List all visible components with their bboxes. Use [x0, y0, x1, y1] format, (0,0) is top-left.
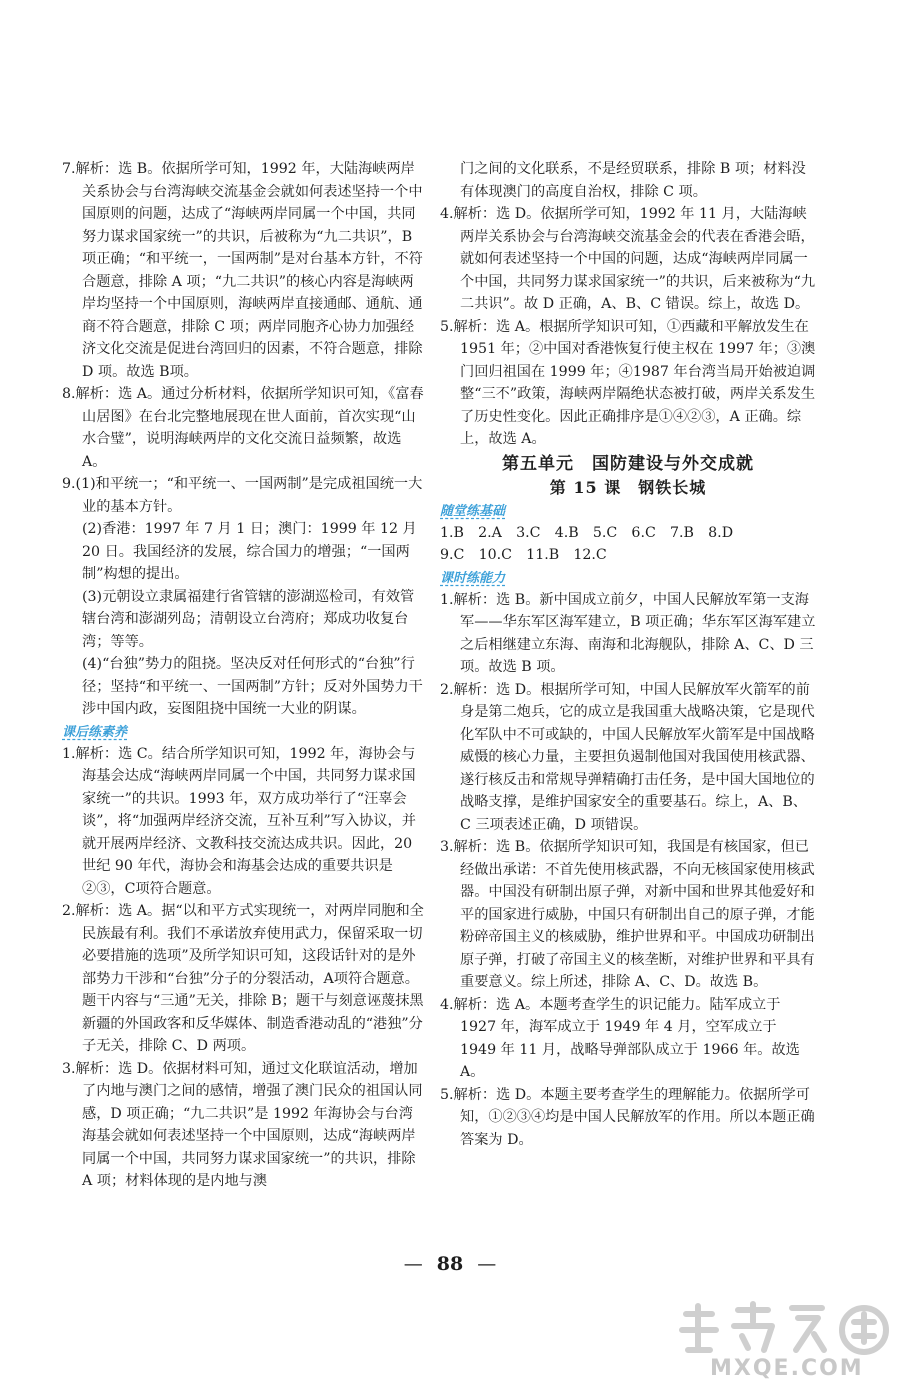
answer-7: 7.解析：选 B。依据所学可知，1992 年，大陆海峡两岸关系协会与台湾海峡交流基金会就如何表述坚持一个中国原则的问题，达成了“海峡两岸同属一个中国，共同努力谋求国家统一”的共识，后被称为“九二共识”，B项正确；“和平统一，一国两制”是对台基本方针，不符合题意，排除 A 项；“九二共识”的核心内容是海峡两岸均坚持一个中国原则，海峡两岸直接通邮、通航、通商不符合题意，排除 C 项；两岸同胞齐心协力加强经济文化交流是促进台湾回归的因素，不符合题意，排除 D 项。故选 B项。: [62, 161, 423, 380]
left-column: [62, 158, 424, 1193]
ability-answer-4: 4.解析：选 A。本题考查学生的识记能力。陆军成立于 1927 年，海军成立于 1949 年 4 月，空军成立于 1949 年 11 月，战略导弹部队成立于 1966 年。故选 A。: [440, 996, 800, 1080]
after-class-answer-3: 3.解析：选 D。依据材料可知，通过文化联谊活动，增加了内地与澳门之间的感情，增强了澳门民众的祖国认同感，D 项正确；“九二共识”是 1992 年海协会与台湾海基会就如何表述坚持一个中国原则，达成“海峡两岸同属一个中国，共同努力谋求国家统一”的共识，排除 A 项；材料体现的是内地与澳: [62, 1060, 423, 1189]
answer-9-part-4: (4)“台独”势力的阻挠。坚决反对任何形式的“台独”行径；坚持“和平统一、一国两制”方针；反对外国势力干涉中国内政，妄图阻挠中国统一大业的阴谋。: [82, 656, 423, 717]
answer-9-part-1: 9.(1)和平统一；“和平统一、一国两制”是完成祖国统一大业的基本方针。: [62, 476, 423, 515]
answer-9-part-3: (3)元朝设立隶属福建行省管辖的澎湖巡检司，有效管辖台湾和澎湖列岛；清朝设立台湾府；郑成功收复台湾；等等。: [82, 588, 415, 650]
page-number: — 88 —: [403, 1253, 497, 1275]
unit-title: 第五单元 国防建设与外交成就: [502, 453, 754, 474]
ability-answer-5: 5.解析：选 D。本题主要考查学生的理解能力。依据所学可知，①②③④均是中国人民解放军的作用。所以本题正确答案为 D。: [440, 1086, 815, 1148]
section-heading-ability: 课时练能力: [440, 570, 506, 586]
after-class-answer-3-continued: 门之间的文化联系，不是经贸联系，排除 B 项；材料没有体现澳门的高度自治权，排除 C 项。: [460, 161, 806, 200]
after-class-answer-4: 4.解析：选 D。依据所学可知，1992 年 11 月，大陆海峡两岸关系协会与台湾海峡交流基金会的代表在香港会晤，就如何表述坚持一个中国的问题，达成“海峡两岸同属一个中国，共同努力谋求国家统一”的共识，后来被称为“九二共识”。故 D 正确，A、B、C 错误。综上，故选 D。: [440, 206, 816, 312]
after-class-answer-2: 2.解析：选 A。据“以和平方式实现统一，对两岸同胞和全民族最有利。我们不承诺放弃使用武力，保留采取一切必要措施的选项”及所学知识可知，这段话针对的是外部势力干涉和“台独”分子的分裂活动，A项符合题意。题干内容与“三通”无关，排除 B；题干与刻意诬蔑抹黑新疆的外国政客和反华媒体、制造香港动乱的“港独”分子无关，排除 C、D 两项。: [62, 903, 424, 1054]
page-number-value: 88: [436, 1253, 464, 1275]
watermark-text: MXQE.COM: [710, 1356, 864, 1381]
quick-answers-line-1: 1.B 2.A 3.C 4.B 5.C 6.C 7.B 8.D: [440, 524, 734, 541]
right-column: [440, 158, 816, 1151]
answer-8: 8.解析：选 A。通过分析材料，依据所学知识可知，《富春山居图》在台北完整地展现在世人面前，首次实现“山水合璧”，说明海峡两岸的文化交流日益频繁，故选A。: [62, 386, 424, 470]
ability-answer-3: 3.解析：选 B。依据所学知识可知，我国是有核国家，但已经做出承诺：不首先使用核武器，不向无核国家使用核武器。中国没有研制出原子弹，对新中国和世界其他爱好和平的国家进行威胁，中国只有研制出自己的原子弹，才能粉碎帝国主义的核威胁，维护世界和平。中国成功研制出原子弹，打破了帝国主义的核垄断，对维护世界和平具有重要意义。综上所述，排除 A、C、D。故选 B。: [440, 839, 815, 990]
lesson-title: 第 15 课 钢铁长城: [549, 478, 707, 497]
answer-9-part-2: (2)香港：1997 年 7 月 1 日；澳门：1999 年 12 月 20 日。我国经济的发展，综合国力的增强；“一国两制”构想的提出。: [82, 521, 417, 582]
after-class-answer-5: 5.解析：选 A。根据所学知识可知，①西藏和平解放发生在 1951 年；②中国对香港恢复行使主权在 1997 年；③澳门回归祖国在 1999 年；④1987 年台湾当局开始被迫调整“三不”政策，海峡两岸隔绝状态被打破，两岸关系发生了历史性变化。因此正确排序是①④②③，A 正确。综上，故选 A。: [440, 318, 816, 447]
section-heading-in-class: 随堂练基础: [440, 503, 506, 519]
quick-answers-line-2: 9.C 10.C 11.B 12.C: [440, 547, 607, 563]
after-class-answer-1: 1.解析：选 C。结合所学知识可知，1992 年，海协会与海基会达成“海峡两岸同属一个中国，共同努力谋求国家统一”的共识。1993 年，双方成功举行了“汪辜会谈”，将“加强两岸经济交流，互补互利”写入协议，并就开展两岸经济、文教科技交流达成共识。因此，20 世纪 90 年代，海协会和海基会达成的重要共识是②③，C项符合题意。: [62, 745, 416, 897]
ability-answer-1: 1.解析：选 B。新中国成立前夕，中国人民解放军第一支海军——华东军区海军建立，B 项正确；华东军区海军建立之后相继建立东海、南海和北海舰队，排除 A、C、D 三项。故选 B 项。: [440, 591, 816, 675]
section-heading-after-class: 课后练素养: [62, 724, 128, 740]
ability-answer-2: 2.解析：选 D。根据所学可知，中国人民解放军火箭军的前身是第二炮兵，它的成立是我国重大战略决策，它是现代化军队中不可或缺的，中国人民解放军火箭军是中国战略威慑的核心力量，主要担负遏制他国对我国使用核武器、遂行核反击和常规导弹精确打击任务，是中国大国地位的战略支撑，是维护国家安全的重要基石。综上，A、B、C 三项表述正确，D 项错误。: [440, 681, 815, 833]
